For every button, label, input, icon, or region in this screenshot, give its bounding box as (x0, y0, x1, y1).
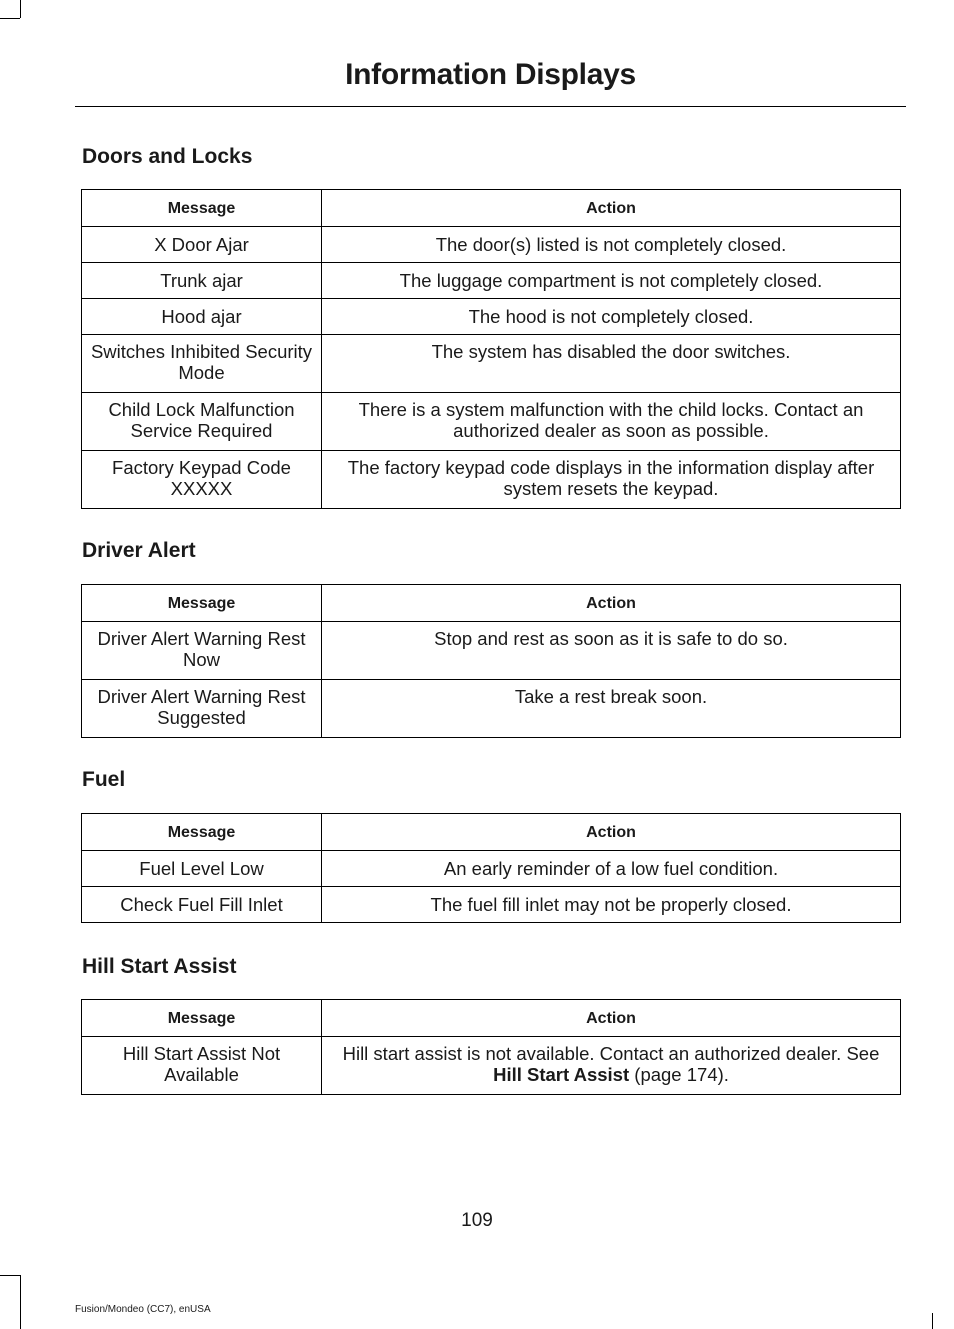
table-header-row (82, 814, 901, 851)
crop-mark (0, 18, 20, 19)
column-header-message: Message (82, 1000, 322, 1037)
message-cell: X Door Ajar (82, 227, 322, 263)
action-cell: Stop and rest as soon as it is safe to do so. (322, 622, 901, 680)
hill-start-assist-table (81, 999, 901, 1095)
table-row (82, 227, 901, 263)
table-header-row (82, 190, 901, 227)
section-heading-driver-alert: Driver Alert (82, 539, 196, 562)
crop-mark (20, 1275, 21, 1329)
page-reference: (page 174). (634, 1064, 729, 1085)
table-row (82, 851, 901, 887)
message-cell: Trunk ajar (82, 263, 322, 299)
action-cell: The hood is not completely closed. (322, 299, 901, 335)
table-row (82, 263, 901, 299)
message-cell: Hill Start Assist Not Available (82, 1037, 322, 1095)
message-cell: Driver Alert Warning Rest Now (82, 622, 322, 680)
table-header-row (82, 585, 901, 622)
column-header-action: Action (322, 190, 901, 227)
action-cell: Take a rest break soon. (322, 680, 901, 738)
action-cell: The door(s) listed is not completely closed. (322, 227, 901, 263)
action-cell: There is a system malfunction with the child locks. Contact an authorized dealer as soon as possible. (322, 393, 901, 451)
column-header-message: Message (82, 814, 322, 851)
table-row (82, 887, 901, 923)
title-divider (75, 106, 906, 107)
column-header-action: Action (322, 1000, 901, 1037)
message-cell: Child Lock Malfunction Service Required (82, 393, 322, 451)
column-header-action: Action (322, 585, 901, 622)
action-cell: An early reminder of a low fuel condition. (322, 851, 901, 887)
doors-and-locks-table (81, 189, 901, 509)
message-cell: Fuel Level Low (82, 851, 322, 887)
table-row (82, 451, 901, 509)
column-header-action: Action (322, 814, 901, 851)
column-header-message: Message (82, 585, 322, 622)
table-row (82, 1037, 901, 1095)
table-row (82, 622, 901, 680)
table-row (82, 299, 901, 335)
table-header-row (82, 1000, 901, 1037)
action-cell: The factory keypad code displays in the information display after system resets the keypad. (322, 451, 901, 509)
action-text: Hill start assist is not available. Contact an authorized dealer. See (342, 1043, 880, 1064)
crop-mark (0, 1275, 20, 1276)
edition-footer: Fusion/Mondeo (CC7), enUSA (75, 1304, 211, 1315)
hill-start-assist-reference-link[interactable]: Hill Start Assist (493, 1064, 630, 1085)
message-cell: Hood ajar (82, 299, 322, 335)
section-heading-doors-and-locks: Doors and Locks (82, 145, 253, 168)
action-cell (322, 1037, 901, 1095)
page-number: 109 (461, 1210, 493, 1231)
message-cell: Factory Keypad Code XXXXX (82, 451, 322, 509)
column-header-message: Message (82, 190, 322, 227)
crop-mark (932, 1313, 933, 1329)
action-cell: The luggage compartment is not completely closed. (322, 263, 901, 299)
table-row (82, 393, 901, 451)
action-cell: The fuel fill inlet may not be properly closed. (322, 887, 901, 923)
section-heading-hill-start-assist: Hill Start Assist (82, 955, 237, 978)
page-title: Information Displays (345, 58, 636, 91)
message-cell: Check Fuel Fill Inlet (82, 887, 322, 923)
crop-mark (20, 0, 21, 18)
action-cell: The system has disabled the door switches. (322, 335, 901, 393)
message-cell: Switches Inhibited Security Mode (82, 335, 322, 393)
section-heading-fuel: Fuel (82, 768, 126, 791)
fuel-table (81, 813, 901, 923)
table-row (82, 335, 901, 393)
driver-alert-table (81, 584, 901, 738)
table-row (82, 680, 901, 738)
message-cell: Driver Alert Warning Rest Suggested (82, 680, 322, 738)
